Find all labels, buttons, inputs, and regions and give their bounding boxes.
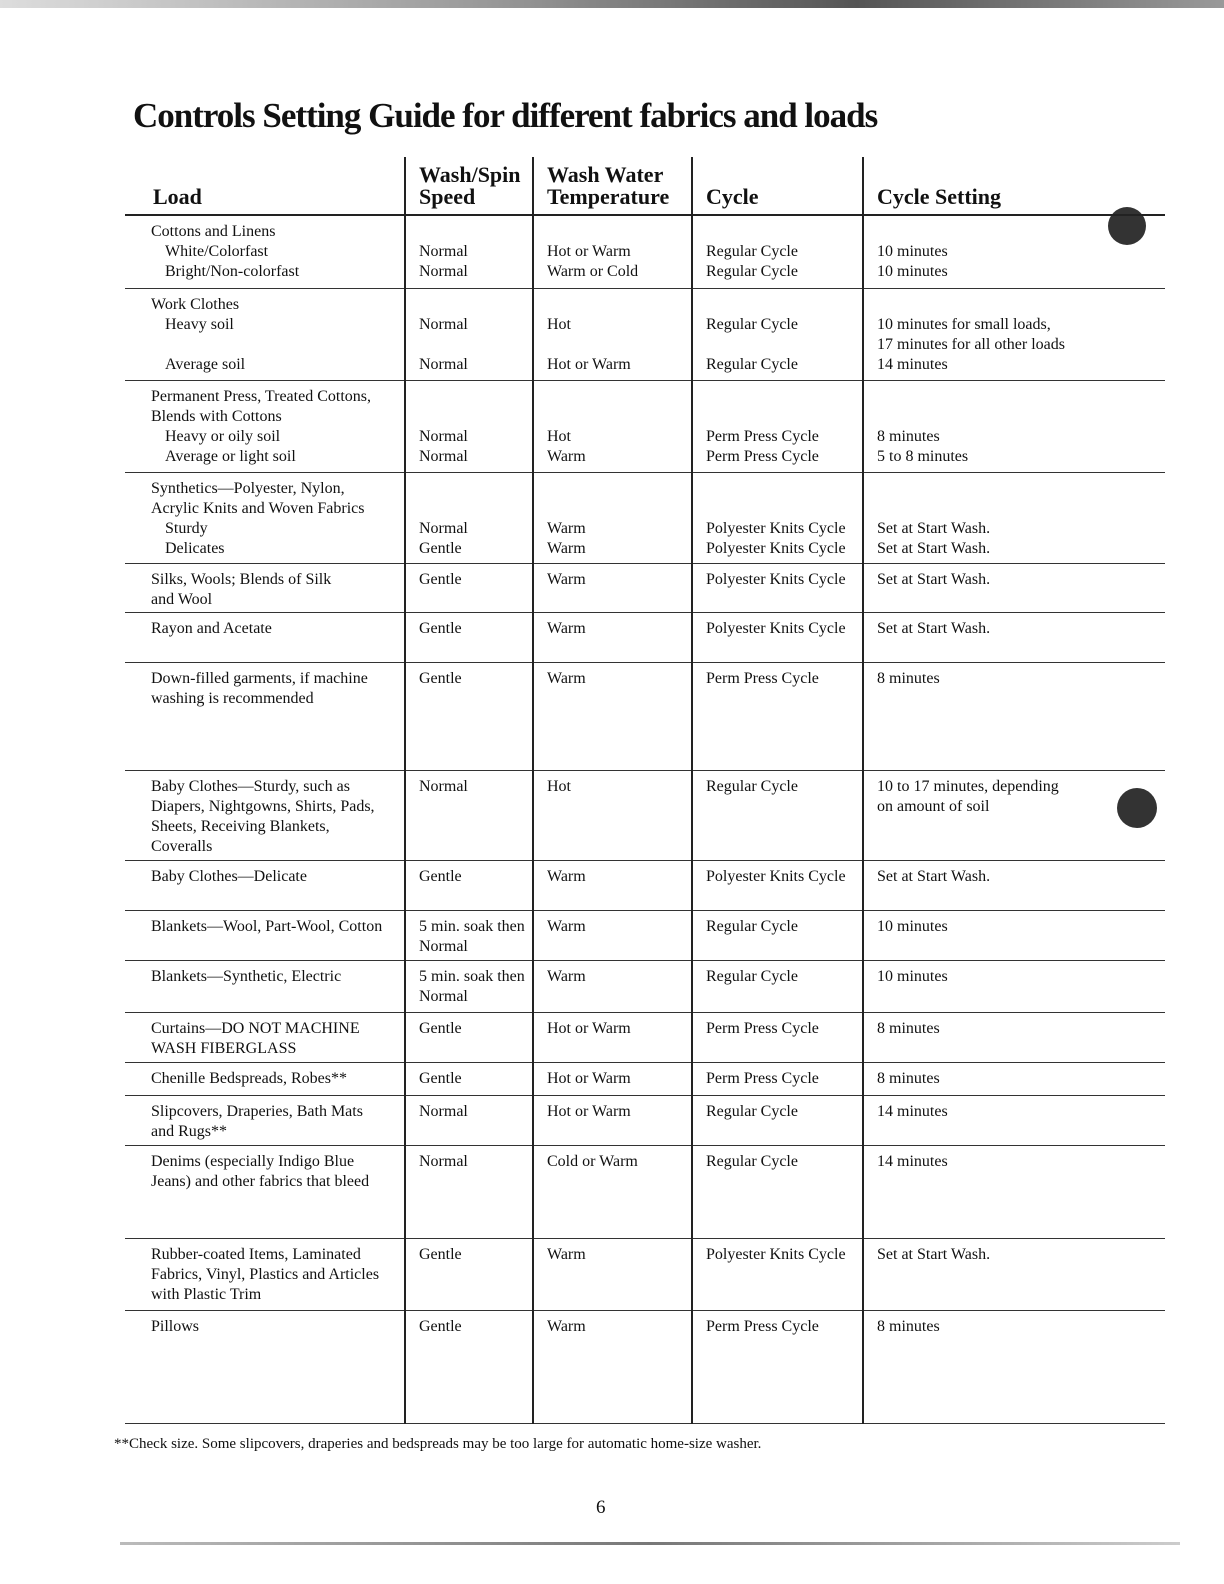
load-line: Rayon and Acetate (151, 619, 272, 637)
temp-line: Warm (547, 669, 586, 687)
load-line: Blankets—Synthetic, Electric (151, 967, 342, 985)
cell-speed (405, 770, 533, 860)
cell-load (125, 1062, 405, 1095)
cycle-line (706, 499, 862, 519)
temp-line: Warm (547, 867, 586, 885)
cell-speed (405, 215, 533, 288)
setting-line: 10 minutes (877, 263, 948, 280)
load-line: and Rugs** (151, 1122, 227, 1140)
cycle-line (706, 222, 862, 242)
speed-line (419, 222, 532, 242)
load-line: Slipcovers, Draperies, Bath Mats (151, 1102, 363, 1120)
cell-temp (533, 288, 692, 380)
cell-setting (863, 472, 1165, 563)
cycle-line: Regular Cycle (706, 917, 798, 935)
header-temperature: Wash Water Temperature (533, 157, 692, 215)
temp-line: Warm or Cold (547, 263, 639, 280)
cell-cycle (692, 563, 863, 612)
speed-line: Normal (419, 355, 468, 373)
cell-setting (863, 910, 1165, 960)
cell-speed (405, 910, 533, 960)
cell-load (125, 472, 405, 563)
setting-line: 14 minutes (877, 1102, 948, 1120)
cell-setting (863, 215, 1165, 288)
setting-line: 17 minutes for all other loads (877, 335, 1065, 353)
table-row (125, 1062, 1165, 1095)
load-line: Heavy or oily soil (165, 427, 281, 445)
temp-line: Warm (547, 570, 586, 588)
temp-line: Hot or Warm (547, 243, 631, 260)
header-cycle: Cycle (692, 157, 863, 215)
cell-cycle (692, 1012, 863, 1062)
load-line: Work Clothes (151, 295, 240, 313)
cell-cycle (692, 662, 863, 770)
temp-line: Hot (547, 427, 571, 445)
load-line: Coveralls (151, 837, 213, 855)
temp-line (547, 479, 691, 499)
header-cycle-setting: Cycle Setting (863, 157, 1165, 215)
cell-temp (533, 662, 692, 770)
cycle-line: Perm Press Cycle (706, 1069, 819, 1087)
temp-line: Warm (547, 619, 586, 637)
temp-line: Warm (547, 539, 586, 557)
load-line: Denims (especially Indigo Blue (151, 1152, 355, 1170)
cell-temp (533, 380, 692, 472)
load-line: with Plastic Trim (151, 1285, 262, 1303)
setting-line: Set at Start Wash. (877, 519, 991, 537)
cell-setting (863, 380, 1165, 472)
table-row (125, 612, 1165, 662)
load-line (151, 335, 404, 355)
cell-cycle (692, 215, 863, 288)
temp-line: Hot or Warm (547, 1069, 631, 1087)
cell-load (125, 770, 405, 860)
cell-load (125, 860, 405, 910)
setting-line: Set at Start Wash. (877, 867, 991, 885)
setting-line: Set at Start Wash. (877, 539, 991, 557)
cell-load (125, 288, 405, 380)
load-line: and Wool (151, 590, 213, 608)
cell-speed (405, 860, 533, 910)
setting-line (877, 387, 1165, 407)
setting-line: 10 minutes for small loads, (877, 315, 1051, 333)
load-line: Fabrics, Vinyl, Plastics and Articles (151, 1265, 380, 1283)
cell-setting (863, 1012, 1165, 1062)
table-row (125, 1238, 1165, 1310)
cell-temp (533, 472, 692, 563)
load-line: Pillows (151, 1317, 200, 1335)
cell-speed (405, 960, 533, 1012)
temp-line: Warm (547, 917, 586, 935)
cell-setting (863, 1095, 1165, 1145)
load-line: Sheets, Receiving Blankets, (151, 817, 330, 835)
temp-line: Hot or Warm (547, 1019, 631, 1037)
cycle-line: Regular Cycle (706, 1152, 798, 1170)
cell-temp (533, 960, 692, 1012)
cell-temp (533, 1095, 692, 1145)
load-line: Delicates (165, 539, 225, 557)
speed-line: Normal (419, 777, 468, 795)
cycle-line: Perm Press Cycle (706, 1019, 819, 1037)
cell-temp (533, 563, 692, 612)
cell-temp (533, 1310, 692, 1423)
cell-temp (533, 612, 692, 662)
speed-line: Gentle (419, 669, 462, 687)
speed-line: Normal (419, 987, 468, 1005)
cycle-line: Regular Cycle (706, 777, 798, 795)
load-line: Cottons and Linens (151, 223, 276, 240)
temp-line: Warm (547, 519, 586, 537)
speed-line: Normal (419, 447, 468, 465)
setting-line: 10 minutes (877, 967, 948, 985)
cell-load (125, 563, 405, 612)
cell-load (125, 215, 405, 288)
temp-line: Warm (547, 967, 586, 985)
temp-line (547, 499, 691, 519)
cell-load (125, 380, 405, 472)
cycle-line: Regular Cycle (706, 243, 798, 260)
cell-cycle (692, 960, 863, 1012)
speed-line: Normal (419, 1152, 468, 1170)
table-row (125, 472, 1165, 563)
temp-line: Hot (547, 315, 571, 333)
cell-temp (533, 215, 692, 288)
cell-cycle (692, 1310, 863, 1423)
cell-speed (405, 563, 533, 612)
speed-line: 5 min. soak then (419, 917, 525, 935)
speed-line: Normal (419, 263, 468, 280)
cycle-line: Perm Press Cycle (706, 427, 819, 445)
speed-line (419, 407, 532, 427)
cell-load (125, 1238, 405, 1310)
cell-cycle (692, 380, 863, 472)
load-line: Baby Clothes—Delicate (151, 867, 307, 885)
temp-line (547, 295, 691, 315)
cell-load (125, 1012, 405, 1062)
table-row (125, 380, 1165, 472)
cell-temp (533, 1012, 692, 1062)
table-row (125, 662, 1165, 770)
speed-line: Normal (419, 1102, 468, 1120)
cell-cycle (692, 1238, 863, 1310)
speed-line: Gentle (419, 1317, 462, 1335)
cycle-line (706, 387, 862, 407)
cycle-line: Polyester Knits Cycle (706, 519, 846, 537)
cell-cycle (692, 288, 863, 380)
setting-line: 8 minutes (877, 669, 940, 687)
settings-table (125, 157, 1165, 1424)
cell-speed (405, 1095, 533, 1145)
cell-speed (405, 662, 533, 770)
table-row (125, 215, 1165, 288)
speed-line: 5 min. soak then (419, 967, 525, 985)
cycle-line (706, 335, 862, 355)
load-line: Baby Clothes—Sturdy, such as (151, 777, 350, 795)
setting-line: 5 to 8 minutes (877, 447, 969, 465)
setting-line (877, 479, 1165, 499)
table-row (125, 288, 1165, 380)
table-row (125, 1310, 1165, 1423)
cell-setting (863, 860, 1165, 910)
load-line: Sturdy (165, 519, 208, 537)
cell-speed (405, 612, 533, 662)
cycle-line: Regular Cycle (706, 263, 798, 280)
cell-load (125, 612, 405, 662)
cell-cycle (692, 472, 863, 563)
setting-line: Set at Start Wash. (877, 619, 991, 637)
cell-speed (405, 1310, 533, 1423)
setting-line: on amount of soil (877, 797, 990, 815)
temp-line: Hot or Warm (547, 355, 631, 373)
cell-speed (405, 380, 533, 472)
table-row (125, 860, 1165, 910)
speed-line: Gentle (419, 619, 462, 637)
setting-line: 10 minutes (877, 243, 948, 260)
speed-line (419, 335, 532, 355)
load-line: Average soil (165, 355, 246, 373)
speed-line: Gentle (419, 1019, 462, 1037)
cell-speed (405, 472, 533, 563)
cycle-line: Polyester Knits Cycle (706, 1245, 846, 1263)
footnote: **Check size. Some slipcovers, draperies and bedspreads may be too large for automatic home-size washer. (114, 1436, 762, 1452)
cell-load (125, 1145, 405, 1238)
table-row (125, 910, 1165, 960)
cell-setting (863, 770, 1165, 860)
load-line: Acrylic Knits and Woven Fabrics (151, 499, 365, 517)
temp-line (547, 222, 691, 242)
header-speed: Wash/Spin Speed (405, 157, 533, 215)
cell-speed (405, 1062, 533, 1095)
speed-line: Gentle (419, 570, 462, 588)
cell-temp (533, 770, 692, 860)
cell-setting (863, 662, 1165, 770)
cell-setting (863, 1062, 1165, 1095)
load-line: Jeans) and other fabrics that bleed (151, 1172, 370, 1190)
load-line: washing is recommended (151, 689, 314, 707)
speed-line: Gentle (419, 539, 462, 557)
setting-line (877, 295, 1165, 315)
setting-line: Set at Start Wash. (877, 1245, 991, 1263)
load-line: Down-filled garments, if machine (151, 669, 368, 687)
temp-line: Warm (547, 1245, 586, 1263)
table-header-row (125, 157, 1165, 215)
setting-line: 10 to 17 minutes, depending (877, 777, 1059, 795)
setting-line: 8 minutes (877, 1069, 940, 1087)
setting-line: Set at Start Wash. (877, 570, 991, 588)
cycle-line: Perm Press Cycle (706, 447, 819, 465)
load-line: Synthetics—Polyester, Nylon, (151, 479, 345, 497)
cell-temp (533, 1238, 692, 1310)
speed-line: Normal (419, 427, 468, 445)
load-line: Blends with Cottons (151, 407, 282, 425)
speed-line: Normal (419, 519, 468, 537)
cell-speed (405, 1145, 533, 1238)
load-line: Bright/Non-colorfast (165, 263, 300, 280)
setting-line: 8 minutes (877, 1019, 940, 1037)
temp-line: Cold or Warm (547, 1152, 638, 1170)
table-row (125, 1012, 1165, 1062)
load-line: Average or light soil (165, 447, 296, 465)
cycle-line: Regular Cycle (706, 1102, 798, 1120)
cycle-line: Regular Cycle (706, 315, 798, 333)
scan-edge-top (0, 0, 1224, 8)
cycle-line: Polyester Knits Cycle (706, 539, 846, 557)
setting-line: 14 minutes (877, 355, 948, 373)
table-row (125, 770, 1165, 860)
cell-setting (863, 1238, 1165, 1310)
cell-temp (533, 860, 692, 910)
scan-edge-bottom (120, 1542, 1180, 1545)
temp-line (547, 407, 691, 427)
load-line: White/Colorfast (165, 243, 269, 260)
cell-speed (405, 1012, 533, 1062)
temp-line (547, 387, 691, 407)
cycle-line: Polyester Knits Cycle (706, 570, 846, 588)
cycle-line: Perm Press Cycle (706, 669, 819, 687)
cell-speed (405, 1238, 533, 1310)
cell-load (125, 662, 405, 770)
cycle-line (706, 295, 862, 315)
setting-line (877, 499, 1165, 519)
cell-cycle (692, 1062, 863, 1095)
temp-line: Warm (547, 447, 586, 465)
load-line: Diapers, Nightgowns, Shirts, Pads, (151, 797, 375, 815)
speed-line: Normal (419, 937, 468, 955)
load-line: Chenille Bedspreads, Robes** (151, 1069, 347, 1087)
page-title: Controls Setting Guide for different fabrics and loads (133, 96, 878, 135)
setting-line (877, 222, 1165, 242)
cell-load (125, 960, 405, 1012)
cell-setting (863, 1310, 1165, 1423)
table-row (125, 960, 1165, 1012)
table-row (125, 1095, 1165, 1145)
speed-line: Normal (419, 315, 468, 333)
load-line: Blankets—Wool, Part-Wool, Cotton (151, 917, 383, 935)
cell-temp (533, 1145, 692, 1238)
cycle-line: Polyester Knits Cycle (706, 619, 846, 637)
setting-line: 8 minutes (877, 427, 940, 445)
load-line: Permanent Press, Treated Cottons, (151, 387, 371, 405)
page-number: 6 (596, 1497, 606, 1518)
cell-cycle (692, 770, 863, 860)
cell-setting (863, 960, 1165, 1012)
setting-line: 8 minutes (877, 1317, 940, 1335)
table-row (125, 1145, 1165, 1238)
cell-setting (863, 563, 1165, 612)
cell-cycle (692, 910, 863, 960)
cycle-line (706, 407, 862, 427)
speed-line: Gentle (419, 1069, 462, 1087)
load-line: Curtains—DO NOT MACHINE (151, 1019, 360, 1037)
speed-line (419, 479, 532, 499)
cell-cycle (692, 612, 863, 662)
temp-line (547, 335, 691, 355)
setting-line (877, 407, 1165, 427)
cycle-line (706, 479, 862, 499)
cell-speed (405, 288, 533, 380)
speed-line: Normal (419, 243, 468, 260)
cycle-line: Regular Cycle (706, 967, 798, 985)
temp-line: Warm (547, 1317, 586, 1335)
temp-line: Hot or Warm (547, 1102, 631, 1120)
cell-temp (533, 1062, 692, 1095)
speed-line: Gentle (419, 867, 462, 885)
table-row (125, 563, 1165, 612)
cell-load (125, 910, 405, 960)
header-load: Load (125, 157, 405, 215)
cell-cycle (692, 1095, 863, 1145)
setting-line: 14 minutes (877, 1152, 948, 1170)
cell-cycle (692, 860, 863, 910)
temp-line: Hot (547, 777, 571, 795)
speed-line: Gentle (419, 1245, 462, 1263)
load-line: Silks, Wools; Blends of Silk (151, 570, 332, 588)
setting-line: 10 minutes (877, 917, 948, 935)
cell-load (125, 1095, 405, 1145)
speed-line (419, 499, 532, 519)
load-line: Heavy soil (165, 315, 234, 333)
cell-temp (533, 910, 692, 960)
load-line: Rubber-coated Items, Laminated (151, 1245, 361, 1263)
cell-setting (863, 612, 1165, 662)
speed-line (419, 295, 532, 315)
cycle-line: Regular Cycle (706, 355, 798, 373)
cycle-line: Perm Press Cycle (706, 1317, 819, 1335)
cell-setting (863, 288, 1165, 380)
load-line: WASH FIBERGLASS (151, 1039, 297, 1057)
cell-setting (863, 1145, 1165, 1238)
cell-load (125, 1310, 405, 1423)
cycle-line: Polyester Knits Cycle (706, 867, 846, 885)
cell-cycle (692, 1145, 863, 1238)
speed-line (419, 387, 532, 407)
